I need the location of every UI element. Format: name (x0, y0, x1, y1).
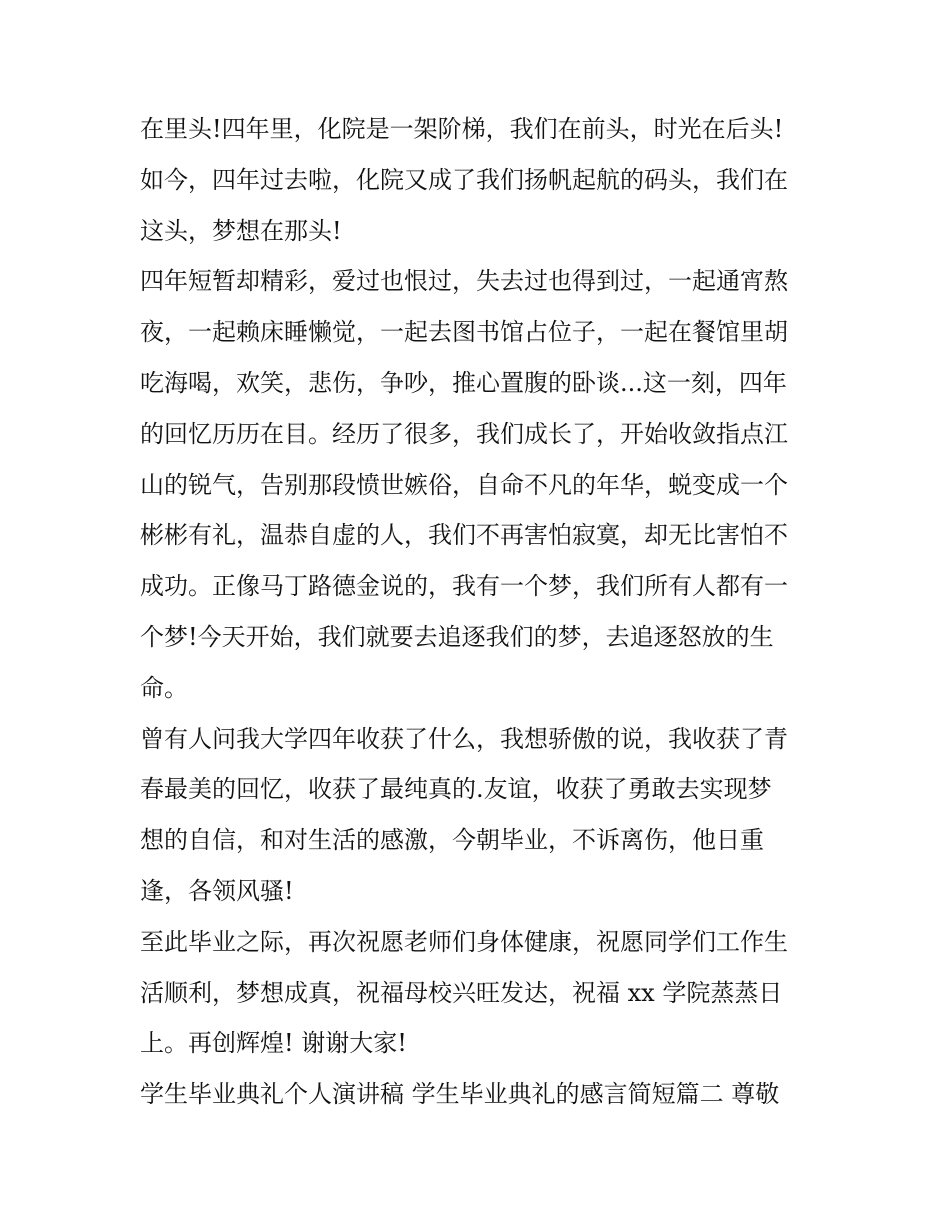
text-line: 曾有人问我大学四年收获了什么，我想骄傲的说，我收获了青 (140, 724, 788, 753)
body-text (140, 104, 820, 1120)
text-line: 逢，各领风骚! (140, 876, 294, 905)
text-line: 彬彬有礼，温恭自虚的人，我们不再害怕寂寞，却无比害怕不 (140, 521, 788, 550)
text-line: 春最美的回忆，收获了最纯真的.友谊，收获了勇敢去实现梦 (140, 775, 772, 804)
text-line: 个梦!今天开始，我们就要去追逐我们的梦，去追逐怒放的生 (140, 622, 774, 651)
text-line: 夜，一起赖床睡懒觉，一起去图书馆占位子，一起在餐馆里胡 (140, 318, 788, 347)
text-line: 活顺利，梦想成真，祝福母校兴旺发达，祝福 xx 学院蒸蒸日 (140, 978, 783, 1007)
text-line: 至此毕业之际，再次祝愿老师们身体健康，祝愿同学们工作生 (140, 927, 788, 956)
text-line: 的回忆历历在目。经历了很多，我们成长了，开始收敛指点江 (140, 419, 788, 448)
text-line: 如今，四年过去啦，化院又成了我们扬帆起航的码头，我们在 (140, 165, 788, 194)
text-line: 上。再创辉煌! 谢谢大家! (140, 1029, 407, 1058)
text-line: 想的自信，和对生活的感激，今朝毕业，不诉离伤，他日重 (140, 826, 764, 855)
text-line: 命。 (140, 673, 188, 702)
text-line: 吃海喝，欢笑，悲伤，争吵，推心置腹的卧谈...这一刻，四年 (140, 368, 787, 397)
text-line: 四年短暂却精彩，爱过也恨过，失去过也得到过，一起通宵熬 (140, 267, 788, 296)
text-line: 成功。正像马丁路德金说的，我有一个梦，我们所有人都有一 (140, 572, 788, 601)
text-line: 山的锐气，告别那段愤世嫉俗，自命不凡的年华，蜕变成一个 (140, 470, 788, 499)
text-line: 在里头!四年里，化院是一架阶梯，我们在前头，时光在后头! (140, 115, 784, 143)
text-line: 这头，梦想在那头! (140, 216, 342, 245)
text-line: 学生毕业典礼个人演讲稿 学生毕业典礼的感言简短篇二 尊敬 (140, 1080, 780, 1109)
